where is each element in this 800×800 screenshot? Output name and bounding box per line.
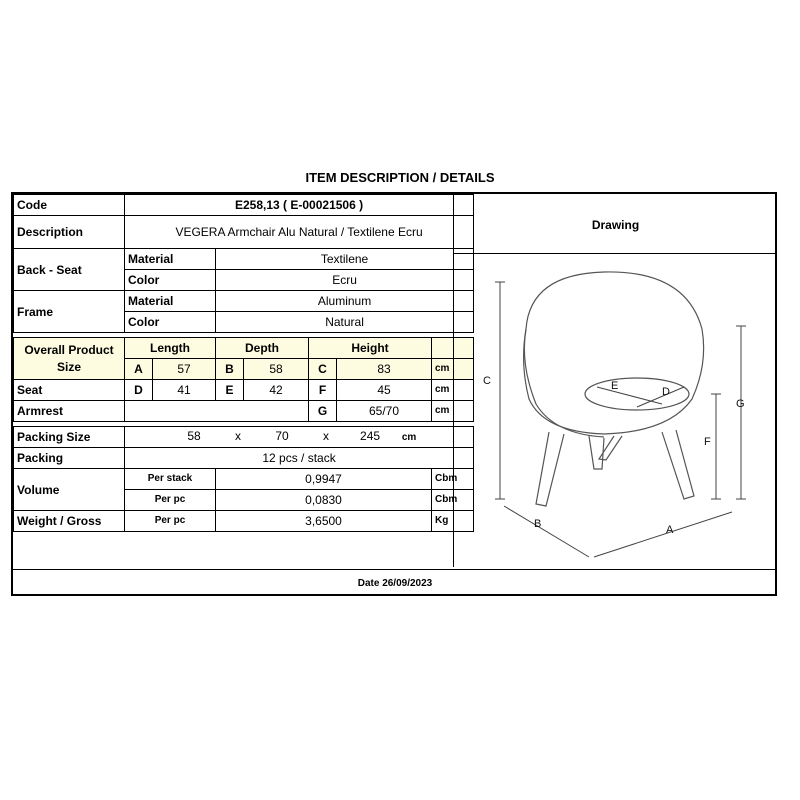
armrest-row [14, 401, 474, 422]
back-seat-material-value: Textilene [216, 249, 474, 270]
dim-d-letter: D [125, 380, 153, 401]
frame-material-label: Material [125, 291, 216, 312]
depth-header: Depth [216, 338, 309, 359]
volume-pc-label: Per pc [125, 490, 216, 511]
weight-label: Weight / Gross [14, 511, 125, 532]
chair-leg-back-left [589, 436, 604, 469]
chair-drawing [454, 254, 776, 567]
weight-row [14, 511, 474, 532]
frame-color-label: Color [125, 312, 216, 333]
frame-label: Frame [14, 291, 125, 333]
weight-value: 3,6500 [216, 511, 432, 532]
volume-stack-row [14, 469, 474, 490]
dim-c-value: 83 [337, 359, 432, 380]
dim-c-label: C [483, 375, 491, 387]
dim-g-value: 65/70 [337, 401, 432, 422]
armrest-blank-cell [125, 401, 309, 422]
height-header: Height [309, 338, 432, 359]
frame-material-row [14, 291, 474, 312]
seat-label: Seat [14, 380, 125, 401]
dim-d-value: 41 [153, 380, 216, 401]
dim-a-letter: A [125, 359, 153, 380]
dim-d-label: D [662, 386, 670, 398]
back-seat-label: Back - Seat [14, 249, 125, 291]
date-footer: Date 26/09/2023 [13, 569, 777, 597]
dim-b-label: B [534, 518, 542, 530]
packing-value: 12 pcs / stack [125, 448, 474, 469]
overall-unit: cm [432, 359, 474, 380]
description-label: Description [14, 216, 125, 249]
back-seat-material-label: Material [125, 249, 216, 270]
back-seat-color-label: Color [125, 270, 216, 291]
chair-seat [585, 378, 689, 410]
dim-a-line [594, 512, 732, 557]
overall-size-label: Overall Product Size [14, 338, 125, 380]
dim-g-label: G [736, 398, 745, 410]
packing-size-values [125, 427, 474, 448]
dim-e-line [597, 387, 662, 404]
dim-e-label: E [611, 380, 619, 392]
spec-sheet [11, 192, 777, 596]
dim-b-value: 58 [244, 359, 309, 380]
volume-pc-unit: Cbm [432, 490, 474, 511]
code-value: E258,13 ( E-00021506 ) [125, 195, 474, 216]
packing-length: 58 [187, 429, 201, 443]
volume-stack-value: 0,9947 [216, 469, 432, 490]
drawing-header: Drawing [453, 194, 777, 254]
code-label: Code [14, 195, 125, 216]
packing-row [14, 448, 474, 469]
chair-leg-front-right [662, 430, 694, 499]
weight-pc-label: Per pc [125, 511, 216, 532]
dim-c-letter: C [309, 359, 337, 380]
overall-header-row [14, 338, 474, 359]
armrest-label: Armrest [14, 401, 125, 422]
chair-shell-inner [524, 329, 604, 437]
page-title: ITEM DESCRIPTION / DETAILS [305, 170, 495, 185]
dim-f-letter: F [309, 380, 337, 401]
back-seat-color-value: Ecru [216, 270, 474, 291]
dim-f-label: F [704, 436, 711, 448]
dim-f-value: 45 [337, 380, 432, 401]
dim-e-value: 42 [244, 380, 309, 401]
volume-label: Volume [14, 469, 125, 511]
frame-material-value: Aluminum [216, 291, 474, 312]
frame-color-value: Natural [216, 312, 474, 333]
packing-width: 70 [275, 429, 289, 443]
dim-e-letter: E [216, 380, 244, 401]
volume-stack-label: Per stack [125, 469, 216, 490]
packing-size-row [14, 427, 474, 448]
seat-row [14, 380, 474, 401]
volume-stack-unit: Cbm [432, 469, 474, 490]
packing-label: Packing [14, 448, 125, 469]
chair-shell-outline [524, 272, 704, 434]
spec-table [13, 194, 474, 532]
description-row [14, 216, 474, 249]
volume-pc-value: 0,0830 [216, 490, 432, 511]
dim-a-label: A [666, 524, 674, 536]
armrest-unit: cm [432, 401, 474, 422]
packing-height: 245 [360, 429, 381, 443]
packing-size-unit: cm [401, 432, 417, 443]
dim-b-line [504, 506, 589, 557]
description-value: VEGERA Armchair Alu Natural / Textilene Ecru [125, 216, 474, 249]
packing-x-sign: x [235, 429, 242, 443]
code-row [14, 195, 474, 216]
dim-a-value: 57 [153, 359, 216, 380]
dim-g-letter: G [309, 401, 337, 422]
back-seat-material-row [14, 249, 474, 270]
seat-unit: cm [432, 380, 474, 401]
dim-b-letter: B [216, 359, 244, 380]
packing-size-label: Packing Size [14, 427, 125, 448]
chair-leg-front-left [536, 432, 564, 506]
drawing-panel [453, 254, 777, 567]
weight-unit: Kg [432, 511, 474, 532]
packing-x-sign: x [323, 429, 330, 443]
length-header: Length [125, 338, 216, 359]
